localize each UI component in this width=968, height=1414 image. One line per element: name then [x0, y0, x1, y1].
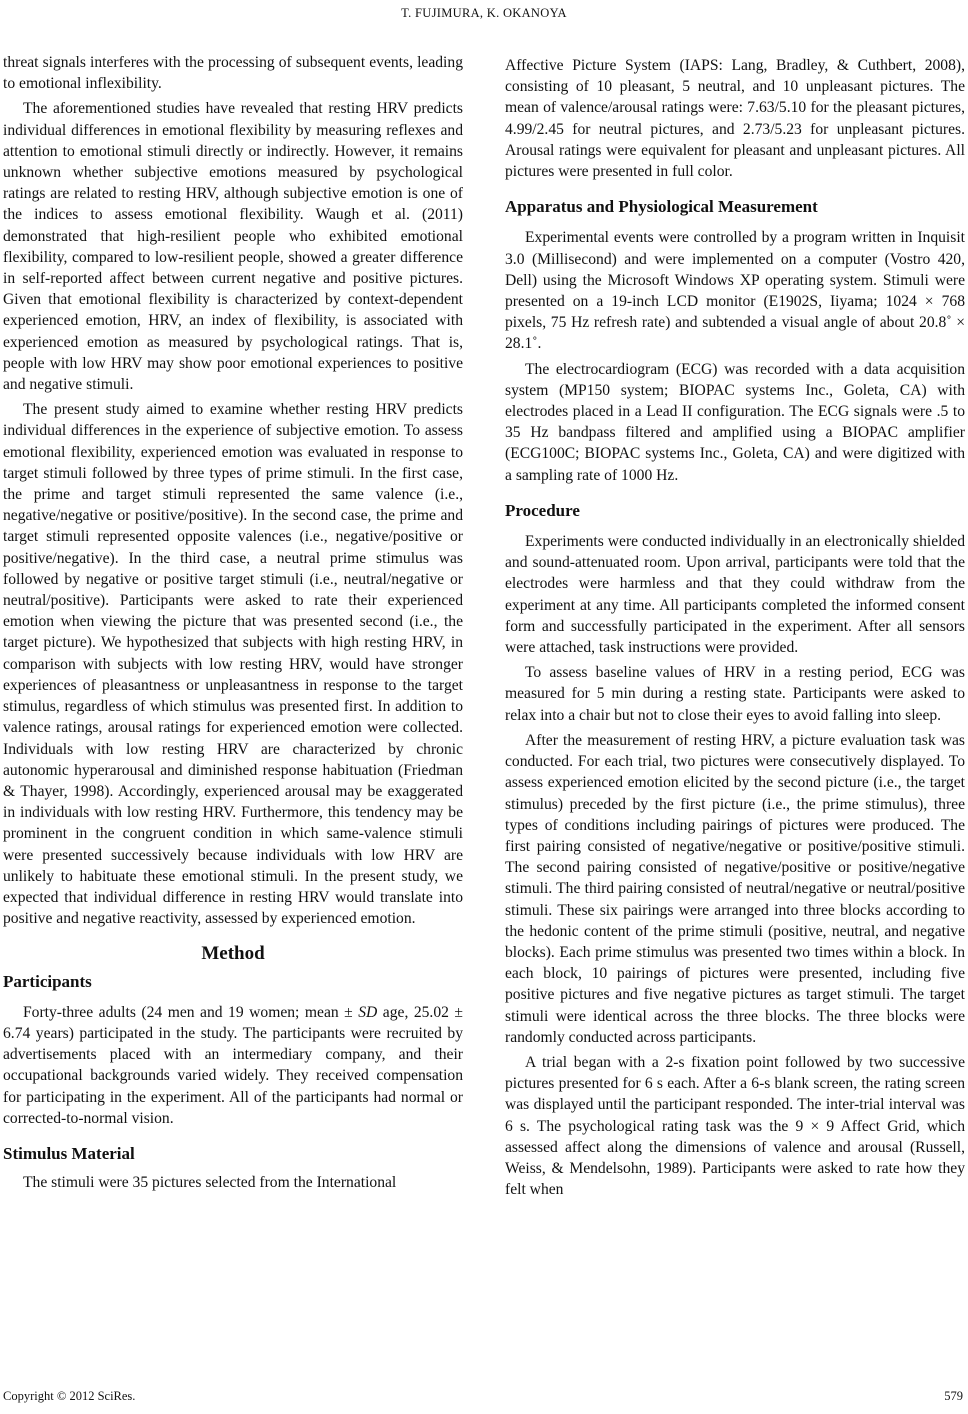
paragraph: The present study aimed to examine whether resting HRV predicts individual differences in the experience of subjective emotion. To assess emotional flexibility, experienced emotion was evaluated in response to target stimuli followed by three types of prime stimuli. In the first case, the prime and target stimuli represented the same valence (i.e., negative/negative or positive/positive). In the second case, the prime and target stimuli represented opposite valences (i.e., negative/positive or positive/negative). In the third case, a neutral prime stimulus was followed by negative or positive target stimuli (i.e., neutral/negative or neutral/positive). Participants were asked to rate their experienced emotion when viewing the picture that was presented second (i.e., the target picture). We hypothesized that subjects with high resting HRV, in comparison with subjects with low resting HRV, would have stronger experiences of pleasantness or unpleasantness in response to the target stimulus, regardless of which stimulus was presented first. In addition to valence ratings, arousal ratings for experienced emotion were collected. Individuals with low resting HRV are characterized by chronic autonomic hyperarousal and diminished response habituation (Friedman & Thayer, 1998). Accordingly, experienced arousal may be exaggerated in individuals with low resting HRV. Furthermore, this tendency may be prominent in the congruent condition in which same-valence stimuli were presented successively because individuals with low HRV are unlikely to habituate these emotional stimuli. In the present study, we expected that individual difference in resting HRV would translate into positive and negative reactivity, assessed by experienced emotion. — [3, 401, 463, 928]
sd-abbreviation: SD — [358, 1003, 378, 1021]
subsection-heading-apparatus: Apparatus and Physiological Measurement — [505, 197, 818, 217]
right-column — [505, 55, 965, 1204]
paragraph: Affective Picture System (IAPS: Lang, Bradley, & Cuthbert, 2008), consisting of 10 pleasant, 5 neutral, and 10 unpleasant pictures. The mean of valence/arousal ratings were: 7.63/5.10 for the pleasant pictures, 4.99/2.45 for neutral pictures, and 2.73/5.23 for unpleasant pictures. Arousal ratings were equivalent for pleasant and unpleasant pictures. All pictures were presented in full color. — [505, 57, 965, 181]
running-head: T. FUJIMURA, K. OKANOYA — [401, 6, 567, 20]
paragraph: The aforementioned studies have revealed that resting HRV predicts individual differences in emotional flexibility by measuring reflexes and attention to emotional stimuli directly or indirectly. However, it remains unknown whether subjective emotions measured by psychological ratings are related to resting HRV, although subjective emotion is one of the indices to assess emotional flexibility. Waugh et al. (2011) demonstrated that high-resilient people who exhibited emotional flexibility, compared to low-resilient people, showed a greater difference in self-reported affect between current negative and positive pictures. Given that emotional flexibility is characterized by context-dependent experienced emotion, HRV, an index of flexibility, is associated with experienced emotion as measured by psychological ratings. That is, people with low HRV may show poor emotional experiences to positive and negative stimuli. — [3, 100, 463, 394]
paragraph: A trial began with a 2-s fixation point followed by two successive pictures presented for 6 s each. After a 6-s blank screen, the rating screen was displayed until the participant responded. The inter-trial interval was 6 s. The psychological rating task was the 9 × 9 Affect Grid, which assessed affect along the dimensions of valence and arousal (Russell, Weiss, & Mendelsohn, 1989). Participants were asked to rate how they felt when — [505, 1053, 965, 1199]
left-column — [3, 52, 463, 1197]
subsection-heading-participants: Participants — [3, 971, 92, 991]
section-heading-method: Method — [201, 943, 265, 965]
subsection-heading-procedure: Procedure — [505, 500, 580, 520]
paragraph: The electrocardiogram (ECG) was recorded with a data acquisition system (MP150 system; BIOPAC systems Inc., Goleta, CA) with electrodes placed in a Lead II configuration. The ECG signals were .5 to 35 Hz bandpass filtered and amplified using a BIOPAC amplifier (ECG100C; BIOPAC systems Inc., Goleta, CA) and were digitized with a sampling rate of 1000 Hz. — [505, 360, 965, 484]
page-number: 579 — [944, 1389, 963, 1403]
paragraph: Experiments were conducted individually in an electronically shielded and sound-attenuated room. Upon arrival, participants were told that the electrodes were harmless and that they could withdraw from the experiment at any time. All participants completed the informed consent form and successfully participated in the experiment. After all sensors were attached, task instructions were provided. — [505, 533, 965, 657]
paragraph: After the measurement of resting HRV, a picture evaluation task was conducted. For each trial, two pictures were consecutively displayed. To assess experienced emotion elicited by the second picture (i.e., the target stimulus) preceded by the first picture (i.e., the prime stimulus), three types of conditions including pairings of pictures were produced. The first pairing consisted of negative/negative or positive/positive stimuli. The second pairing consisted of negative/positive or positive/negative stimuli. The third pairing consisted of neutral/negative or neutral/positive stimuli. These six pairings were arranged into three blocks according to the hedonic content of the prime stimuli (positive, neutral, and negative blocks). Each prime stimulus was presented two times within a block. In each block, 10 pairings of pictures were presented, including five positive pictures and five negative pictures as target stimuli. The target stimuli were identical across the three blocks. The three blocks were randomly conducted across participants. — [505, 731, 965, 1046]
paragraph: threat signals interferes with the processing of subsequent events, leading to emotional inflexibility. — [3, 54, 463, 93]
text-run: Forty-three adults (24 men and 19 women; mean ± — [23, 1003, 359, 1021]
subsection-heading-stimulus-material: Stimulus Material — [3, 1143, 135, 1163]
footer-copyright: Copyright © 2012 SciRes. — [3, 1389, 136, 1403]
paragraph: The stimuli were 35 pictures selected from the International — [23, 1174, 397, 1192]
text-run: age, 25.02 ± 6.74 years) participated in the study. The participants were recruited by advertisements placed with an intermediary company, and their occupational backgrounds varied widely. They received compensation for participating in the experiment. All of the participants had normal or corrected-to-normal vision. — [3, 1003, 463, 1127]
paragraph: To assess baseline values of HRV in a resting period, ECG was measured for 5 min during a resting state. Participants were asked to relax into a chair but not to close their eyes to avoid falling into sleep. — [505, 664, 965, 724]
paragraph-participants — [3, 1002, 463, 1129]
paragraph: Experimental events were controlled by a program written in Inquisit 3.0 (Millisecond) and were implemented on a computer (Vostro 420, Dell) using the Microsoft Windows XP operating system. Stimuli were presented on a 19-inch LCD monitor (E1902S, Iiyama; 1024 × 768 pixels, 75 Hz refresh rate) and subtended a visual angle of about 20.8˚ × 28.1˚. — [505, 229, 965, 353]
